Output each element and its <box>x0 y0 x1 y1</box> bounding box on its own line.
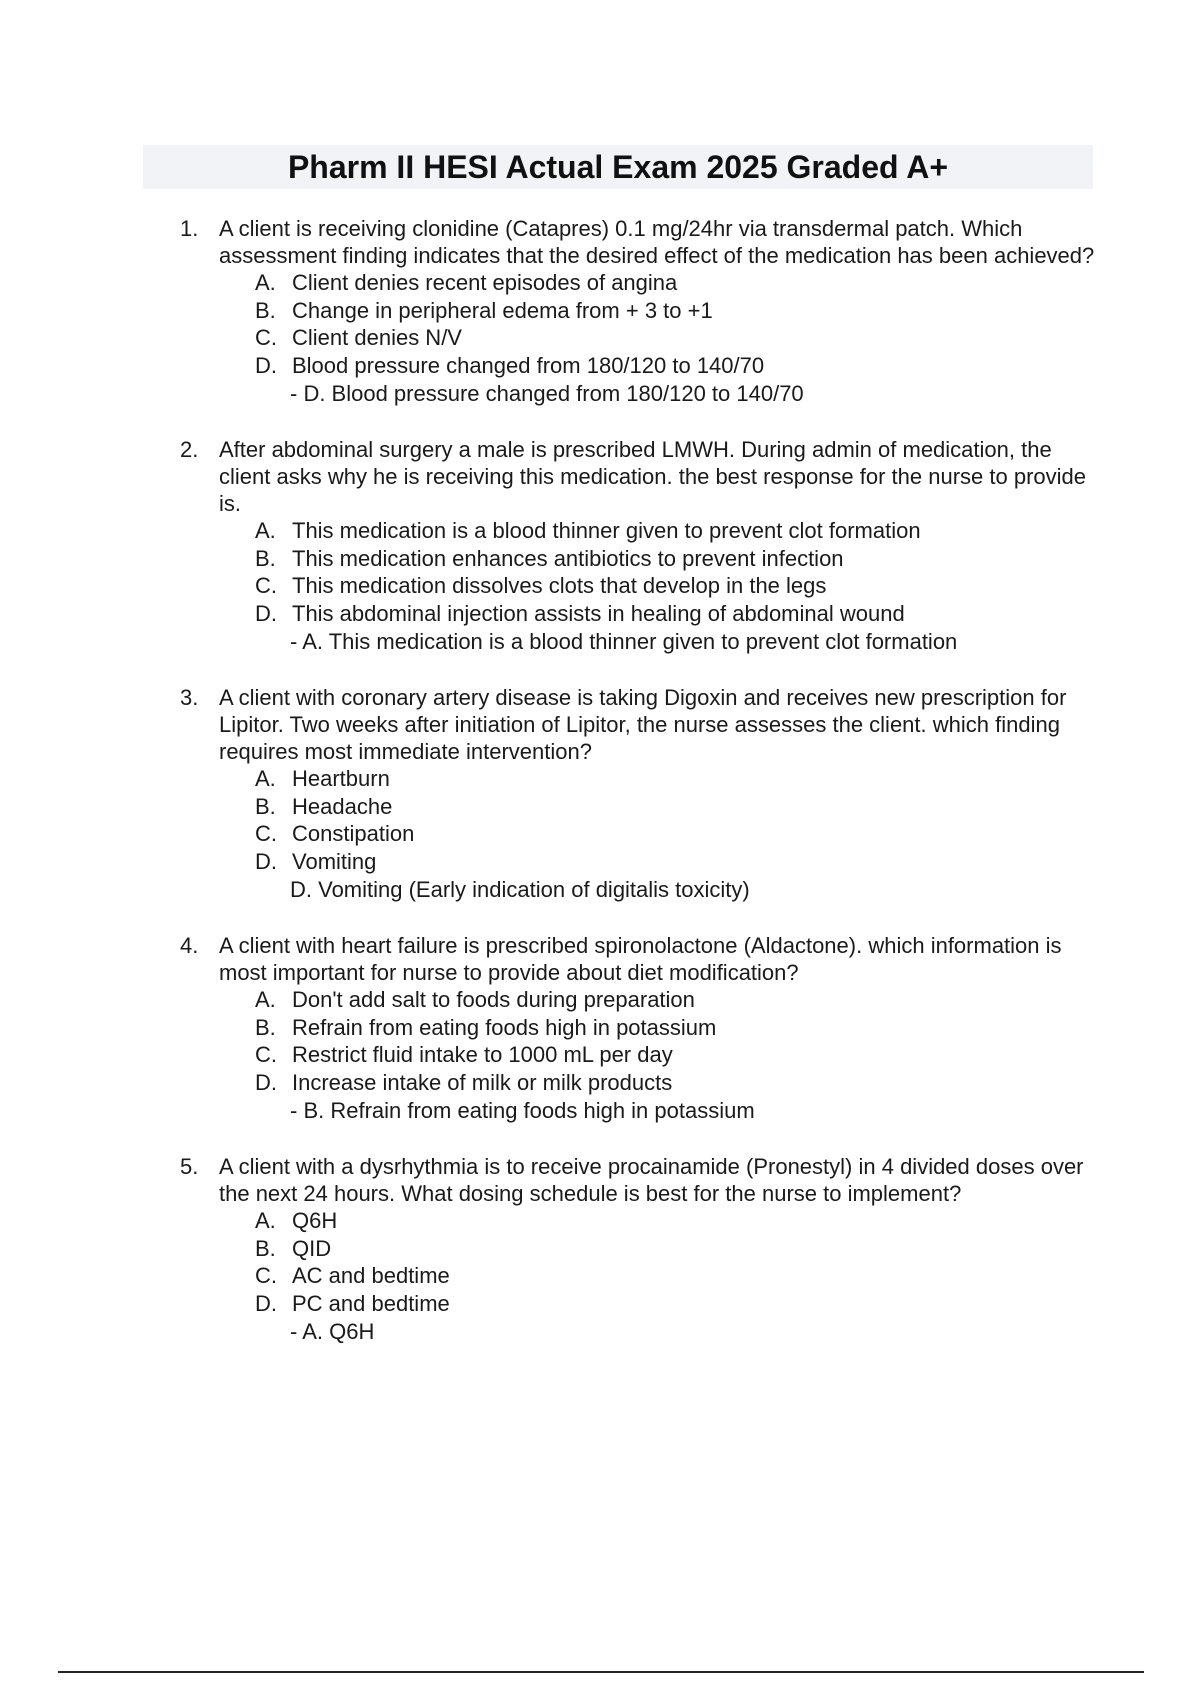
question-text: A client with a dysrhythmia is to receive procainamide (Pronestyl) in 4 divided doses over the next 24 hours. What dosing schedule is best for the nurse to implement? <box>219 1154 1084 1206</box>
option-text: Change in peripheral edema from + 3 to +1 <box>292 297 713 323</box>
answer-option <box>255 352 1100 380</box>
option-letter: D. <box>255 848 277 874</box>
option-text: QID <box>292 1235 332 1261</box>
option-letter: D. <box>255 600 277 626</box>
option-text: This medication is a blood thinner given to prevent clot formation <box>292 518 921 543</box>
option-letter: C. <box>255 821 277 846</box>
option-letter: A. <box>255 1208 276 1233</box>
answer-option <box>255 1041 1100 1069</box>
question-text: After abdominal surgery a male is prescribed LMWH. During admin of medication, the client asks why he is receiving this medication. the best response for the nurse to provide is. <box>219 437 1087 516</box>
answer-option <box>255 1207 1100 1235</box>
answer-option <box>255 1069 1100 1097</box>
question-text: A client with coronary artery disease is taking Digoxin and receives new prescription for Lipitor. Two weeks after initiation of Lipitor, the nurse assesses the client. which finding requires most immediate intervention? <box>219 685 1067 764</box>
answer-option <box>255 572 1100 600</box>
correct-answer: - A. This medication is a blood thinner given to prevent clot formation <box>290 629 958 654</box>
question-number: 1. <box>180 216 199 241</box>
option-text: Client denies recent episodes of angina <box>292 270 678 295</box>
correct-answer: D. Vomiting (Early indication of digitalis toxicity) <box>290 877 750 902</box>
option-text: Don't add salt to foods during preparation <box>292 987 695 1012</box>
answer-option <box>255 269 1100 297</box>
correct-answer: - D. Blood pressure changed from 180/120 to 140/70 <box>290 381 804 406</box>
question-item <box>180 1153 1100 1346</box>
option-text: Constipation <box>292 821 415 846</box>
option-text: Blood pressure changed from 180/120 to 140/70 <box>292 352 765 378</box>
footer-divider <box>58 1671 1144 1673</box>
answer-option <box>255 324 1100 352</box>
answer-options <box>255 986 1100 1096</box>
option-letter: A. <box>255 518 276 543</box>
option-text: Refrain from eating foods high in potassium <box>292 1014 717 1040</box>
option-text: AC and bedtime <box>292 1263 450 1288</box>
option-letter: C. <box>255 325 277 350</box>
correct-answer: - B. Refrain from eating foods high in potassium <box>290 1098 755 1123</box>
answer-option <box>255 986 1100 1014</box>
correct-answer: - A. Q6H <box>290 1319 375 1344</box>
question-number: 2. <box>180 437 199 462</box>
option-letter: C. <box>255 573 277 598</box>
option-text: PC and bedtime <box>292 1290 450 1316</box>
question-item <box>180 684 1100 904</box>
option-text: Client denies N/V <box>292 325 462 350</box>
answer-option <box>255 765 1100 793</box>
answer-options <box>255 1207 1100 1317</box>
option-text: Restrict fluid intake to 1000 mL per day <box>292 1042 673 1067</box>
option-text: Heartburn <box>292 766 390 791</box>
option-text: This medication dissolves clots that develop in the legs <box>292 573 827 598</box>
option-letter: D. <box>255 1290 277 1316</box>
answer-option <box>255 545 1100 573</box>
option-text: Increase intake of milk or milk products <box>292 1069 673 1095</box>
question-number: 5. <box>180 1154 199 1179</box>
answer-option <box>255 1290 1100 1318</box>
answer-option <box>255 1262 1100 1290</box>
question-number: 4. <box>180 933 199 958</box>
question-item <box>180 215 1100 408</box>
option-letter: B. <box>255 793 276 819</box>
answer-option <box>255 793 1100 821</box>
answer-option <box>255 1235 1100 1263</box>
option-letter: B. <box>255 1014 276 1040</box>
page-title: Pharm II HESI Actual Exam 2025 Graded A+ <box>287 149 949 185</box>
option-letter: B. <box>255 297 276 323</box>
answer-options <box>255 765 1100 875</box>
option-letter: A. <box>255 987 276 1012</box>
option-letter: A. <box>255 766 276 791</box>
question-item <box>180 932 1100 1125</box>
option-text: This abdominal injection assists in healing of abdominal wound <box>292 600 905 626</box>
question-list <box>180 215 1100 1374</box>
option-letter: A. <box>255 270 276 295</box>
answer-option <box>255 1014 1100 1042</box>
title-banner <box>143 145 1093 189</box>
answer-options <box>255 517 1100 627</box>
option-letter: D. <box>255 1069 277 1095</box>
answer-options <box>255 269 1100 379</box>
answer-option <box>255 600 1100 628</box>
option-text: Vomiting <box>292 848 377 874</box>
option-letter: D. <box>255 352 277 378</box>
answer-option <box>255 297 1100 325</box>
option-letter: B. <box>255 1235 276 1261</box>
question-text: A client is receiving clonidine (Catapres) 0.1 mg/24hr via transdermal patch. Which assessment finding indicates that the desired effect of the medication has been achieved? <box>219 216 1095 268</box>
option-text: Headache <box>292 793 393 819</box>
answer-option <box>255 820 1100 848</box>
answer-option <box>255 848 1100 876</box>
question-item <box>180 436 1100 656</box>
option-letter: C. <box>255 1263 277 1288</box>
answer-option <box>255 517 1100 545</box>
option-text: This medication enhances antibiotics to prevent infection <box>292 545 844 571</box>
question-text: A client with heart failure is prescribed spironolactone (Aldactone). which information is most important for nurse to provide about diet modification? <box>219 933 1062 985</box>
option-letter: B. <box>255 545 276 571</box>
question-number: 3. <box>180 685 199 710</box>
option-letter: C. <box>255 1042 277 1067</box>
option-text: Q6H <box>292 1208 338 1233</box>
